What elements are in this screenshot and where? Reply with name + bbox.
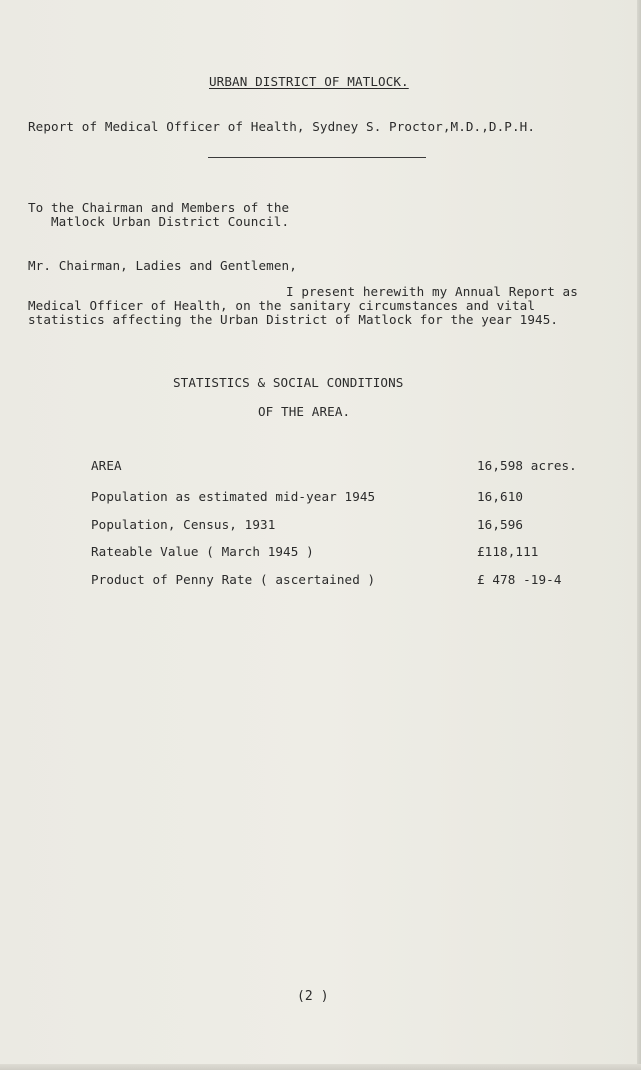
intro-line-1: I present herewith my Annual Report as — [286, 284, 578, 299]
salutation: Mr. Chairman, Ladies and Gentlemen, — [28, 258, 297, 273]
page-number: (2 ) — [297, 989, 329, 1004]
address-line-1: To the Chairman and Members of the — [28, 200, 290, 215]
statistic-label: AREA — [91, 458, 122, 473]
intro-line-2: Medical Officer of Health, on the sanitary circumstances and vital — [28, 298, 536, 313]
statistic-value: £ 478 -19-4 — [477, 572, 562, 587]
address-line-2: Matlock Urban District Council. — [51, 214, 290, 229]
statistic-label: Population, Census, 1931 — [91, 517, 276, 532]
intro-line-3: statistics affecting the Urban District of Matlock for the year 1945. — [28, 312, 559, 327]
statistic-label: Rateable Value ( March 1945 ) — [91, 544, 314, 559]
divider-rule — [208, 157, 426, 158]
statistic-value: £118,111 — [477, 544, 539, 559]
document-heading: URBAN DISTRICT OF MATLOCK. — [209, 74, 409, 89]
statistic-value: 16,598 acres. — [477, 458, 577, 473]
report-line: Report of Medical Officer of Health, Sydney S. Proctor,M.D.,D.P.H. — [28, 119, 536, 134]
statistic-label: Population as estimated mid-year 1945 — [91, 489, 376, 504]
statistic-value: 16,610 — [477, 489, 524, 504]
section-title-line-2: OF THE AREA. — [258, 404, 351, 419]
page-edge-shadow — [637, 0, 641, 1070]
statistic-label: Product of Penny Rate ( ascertained ) — [91, 572, 376, 587]
page-bottom-edge — [0, 1064, 641, 1070]
section-title-line-1: STATISTICS & SOCIAL CONDITIONS — [173, 375, 404, 390]
statistic-value: 16,596 — [477, 517, 524, 532]
